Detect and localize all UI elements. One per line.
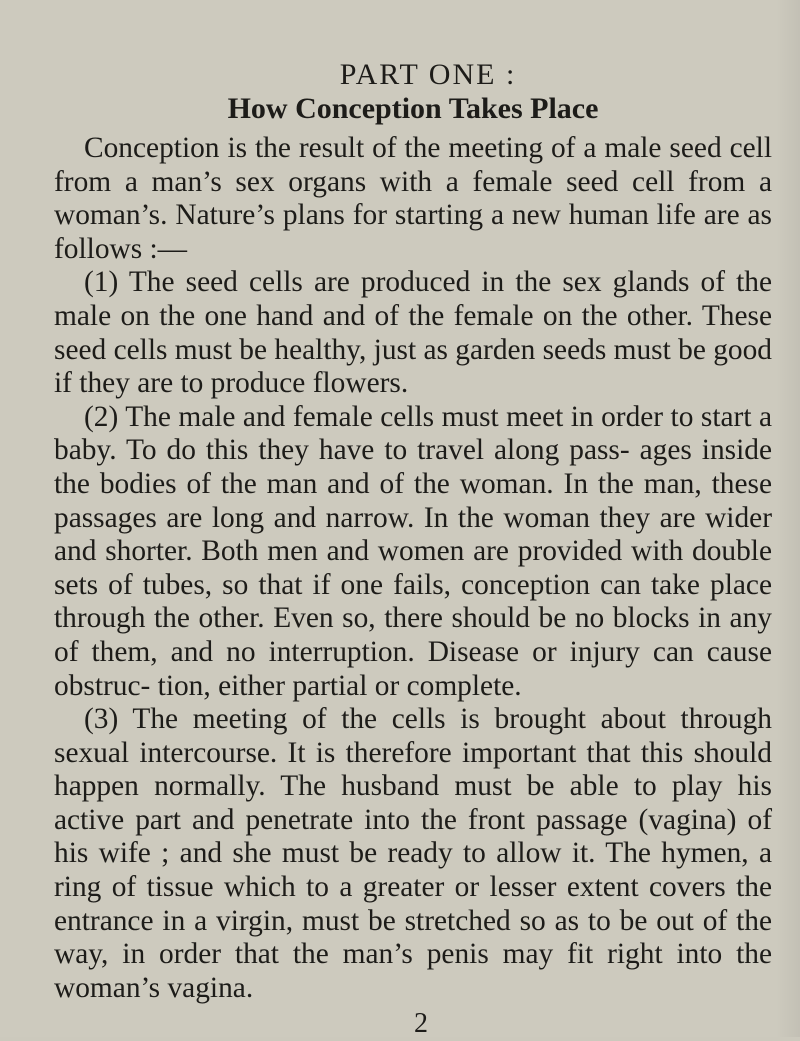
paragraph-intro: Conception is the result of the meeting of a male seed cell from a man’s sex organs with a female seed cell from a woman’s. Nature’s plans for starting a new human life are as follows :— xyxy=(54,132,772,265)
paragraph-point-1: (1) The seed cells are produced in the sex glands of the male on the one hand and of the female on the other. These seed cells must be healthy, just as garden seeds must be good if they are to produce flowers. xyxy=(54,266,773,400)
chapter-title: How Conception Takes Place xyxy=(227,92,599,125)
part-heading: PART ONE : xyxy=(339,58,517,91)
paragraph-point-2: (2) The male and female cells must meet in order to start a baby. To do this they have to travel along pass- ages inside the bodies of the man and of the woman. In the man, these passages are long and narrow. In the woman they are wider and shorter. Both men and women are provided with double sets of tubes, so that if one fails, conception can take place through the other. Even so, there should be no blocks in any of them, and no interruption. Disease or injury can cause obstruc- tion, either partial or complete. xyxy=(54,400,772,702)
page-number: 2 xyxy=(414,1008,428,1040)
paragraph-point-3: (3) The meeting of the cells is brought about through sexual intercourse. It is therefore important that this should happen normally. The husband must be able to play his active part and penetrate into the front passage (vagina) of his wife ; and she must be ready to allow it. The hymen, a ring of tissue which to a greater or lesser extent covers the entrance in a virgin, must be stretched so as to be out of the way, in order that the man’s penis may fit right into the woman’s vagina. xyxy=(54,703,772,1004)
